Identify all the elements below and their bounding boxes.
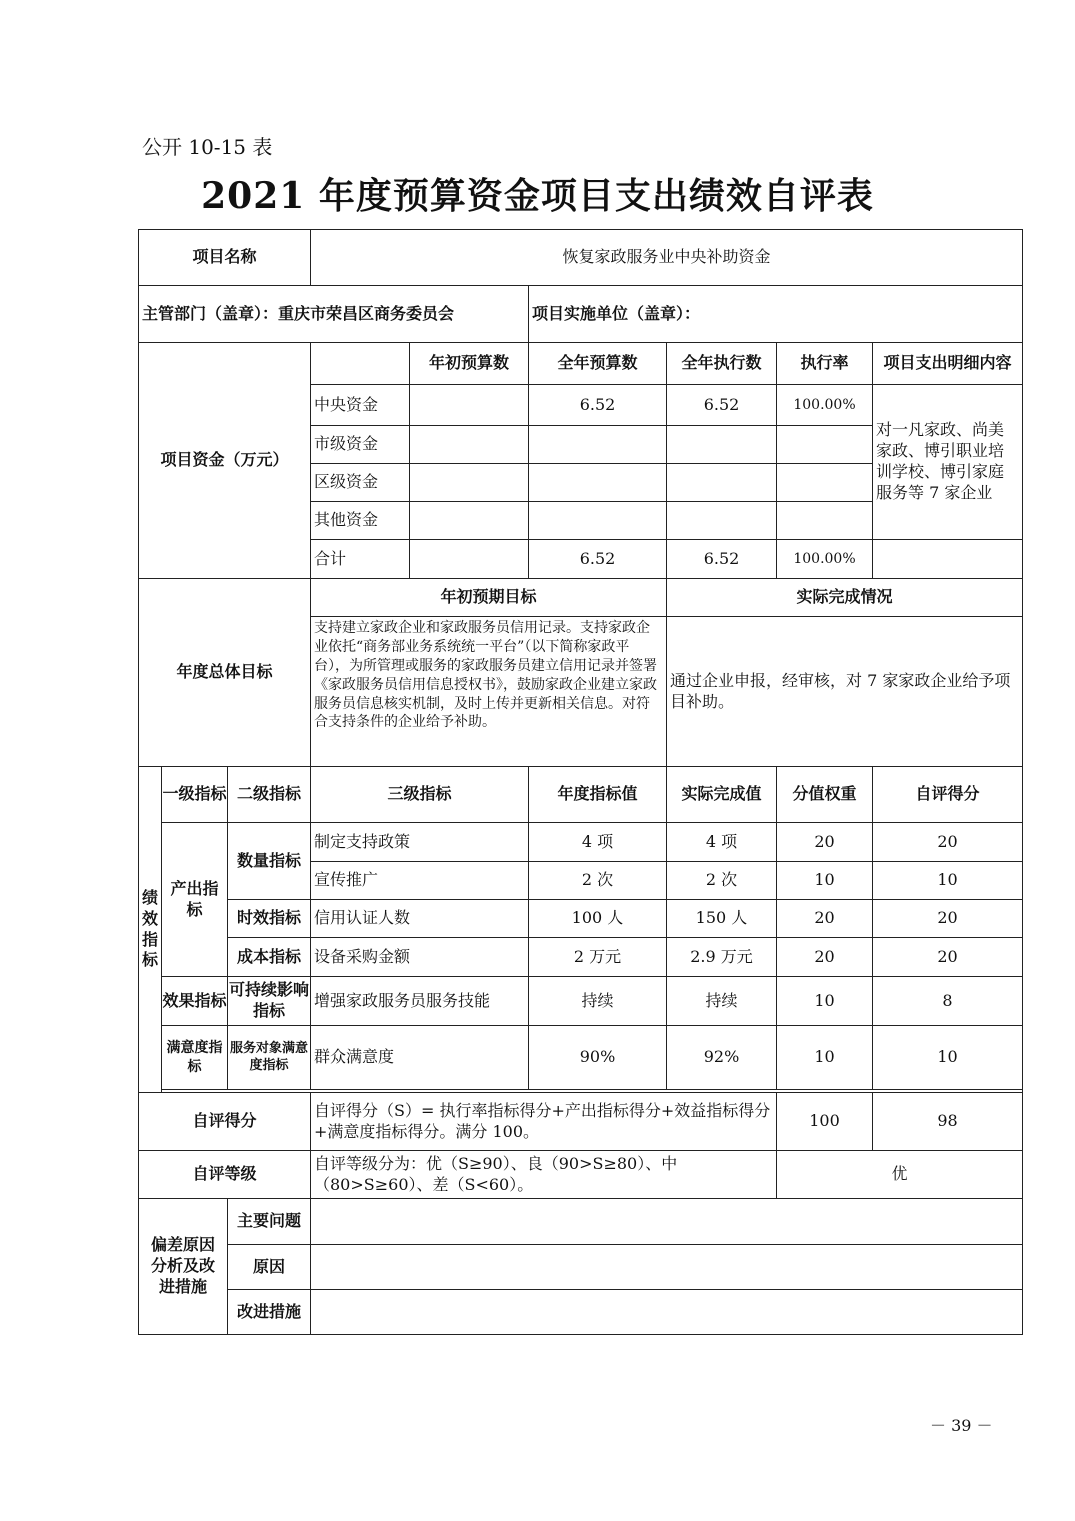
funds-row-name: 市级资金 (311, 426, 410, 464)
funds-total-name: 合计 (311, 540, 410, 579)
actual-result-header: 实际完成情况 (667, 579, 1023, 617)
funds-row-rate (777, 464, 873, 502)
level2-service: 服务对象满意度指标 (228, 1026, 311, 1090)
funds-label: 项目资金（万元） (139, 343, 311, 579)
indicator-target: 4 项 (529, 823, 667, 862)
project-name-value: 恢复家政服务业中央补助资金 (311, 230, 1023, 286)
indicator-name: 宣传推广 (311, 862, 529, 900)
indicator-score: 10 (873, 862, 1023, 900)
actual-result-text: 通过企业申报，经审核，对 7 家家政企业给予项目补助。 (667, 617, 1023, 767)
indicator-actual: 92% (667, 1026, 777, 1090)
deviation-improvement: 改进措施 (228, 1290, 311, 1335)
funds-header-detail: 项目支出明细内容 (873, 343, 1023, 385)
indicator-name: 群众满意度 (311, 1026, 529, 1090)
indicator-name: 设备采购金额 (311, 938, 529, 977)
level1-satisfaction: 满意度指标 (162, 1026, 228, 1090)
indicator-header-level1: 一级指标 (162, 767, 228, 823)
indicator-actual: 2 次 (667, 862, 777, 900)
indicator-name: 信用认证人数 (311, 900, 529, 938)
indicator-weight: 10 (777, 977, 873, 1026)
indicator-score: 10 (873, 1026, 1023, 1090)
indicator-header-level3: 三级指标 (311, 767, 529, 823)
indicator-actual: 2.9 万元 (667, 938, 777, 977)
project-name-label: 项目名称 (139, 230, 311, 286)
level1-effect: 效果指标 (162, 977, 228, 1026)
level2-cost: 成本指标 (228, 938, 311, 977)
indicator-header-actual: 实际完成值 (667, 767, 777, 823)
indicator-weight: 20 (777, 823, 873, 862)
deviation-reason: 原因 (228, 1245, 311, 1290)
indicator-weight: 10 (777, 1026, 873, 1090)
indicator-score: 20 (873, 900, 1023, 938)
funds-total-annual: 6.52 (529, 540, 667, 579)
indicator-header-level2: 二级指标 (228, 767, 311, 823)
funds-row-executed (667, 502, 777, 540)
indicator-actual: 持续 (667, 977, 777, 1026)
funds-row-executed (667, 464, 777, 502)
funds-header-annual: 全年预算数 (529, 343, 667, 385)
level1-output: 产出指标 (162, 823, 228, 977)
self-score-label: 自评得分 (139, 1093, 311, 1151)
funds-total-rate: 100.00% (777, 540, 873, 579)
deviation-reason-value (311, 1245, 1023, 1290)
deviation-label: 偏差原因分析及改进措施 (139, 1199, 228, 1335)
annual-goal-label: 年度总体目标 (139, 579, 311, 767)
indicator-name: 制定支持政策 (311, 823, 529, 862)
deviation-main-problem-value (311, 1199, 1023, 1245)
funds-row-rate (777, 426, 873, 464)
funds-row-initial (410, 385, 529, 426)
page-number: － 39 － (930, 1416, 993, 1435)
self-grade-value: 优 (777, 1151, 1023, 1199)
indicator-score: 8 (873, 977, 1023, 1026)
level2-sustain: 可持续影响指标 (228, 977, 311, 1026)
indicator-header-score: 自评得分 (873, 767, 1023, 823)
funds-row-annual (529, 502, 667, 540)
indicator-weight: 20 (777, 900, 873, 938)
form-code: 公开 10-15 表 (142, 135, 273, 159)
indicator-weight: 10 (777, 862, 873, 900)
indicator-score: 20 (873, 823, 1023, 862)
funds-total-executed: 6.52 (667, 540, 777, 579)
funds-header-rate: 执行率 (777, 343, 873, 385)
indicators-group-label: 绩 效 指 标 (139, 767, 162, 1093)
expected-goal-text: 支持建立家政企业和家政服务员信用记录。支持家政企业依托“商务部业务系统统一平台”（以下简称家政平台），为所管理或服务的家政服务员建立信用记录并签署《家政服务员信用信息授权书》，鼓励家政企业建立家政服务员信息核实机制，及时上传并更新相关信息。对符合支持条件的企业给予补助。 (311, 617, 667, 767)
self-grade-rule: 自评等级分为：优（S≥90）、良（90>S≥80）、中（80>S≥60）、差（S<60）。 (311, 1151, 777, 1199)
funds-row-executed (667, 426, 777, 464)
funds-row-initial (410, 464, 529, 502)
level2-timeliness: 时效指标 (228, 900, 311, 938)
indicator-name: 增强家政服务员服务技能 (311, 977, 529, 1026)
indicator-weight: 20 (777, 938, 873, 977)
indicator-actual: 150 人 (667, 900, 777, 938)
indicator-header-target: 年度指标值 (529, 767, 667, 823)
level2-quantity: 数量指标 (228, 823, 311, 900)
indicator-score: 20 (873, 938, 1023, 977)
funds-header-executed: 全年执行数 (667, 343, 777, 385)
indicator-target: 100 人 (529, 900, 667, 938)
indicator-header-weight: 分值权重 (777, 767, 873, 823)
funds-row-annual (529, 426, 667, 464)
funds-row-annual (529, 464, 667, 502)
funds-row-rate: 100.00% (777, 385, 873, 426)
funds-header-blank (311, 343, 410, 385)
funds-row-name: 区级资金 (311, 464, 410, 502)
indicator-actual: 4 项 (667, 823, 777, 862)
indicator-target: 持续 (529, 977, 667, 1026)
self-score-formula: 自评得分（S）= 执行率指标得分+产出指标得分+效益指标得分+满意度指标得分。满分 100。 (311, 1093, 777, 1151)
funds-total-detail (873, 540, 1023, 579)
funds-row-rate (777, 502, 873, 540)
expected-goal-header: 年初预期目标 (311, 579, 667, 617)
deviation-main-problem: 主要问题 (228, 1199, 311, 1245)
deviation-improvement-value (311, 1290, 1023, 1335)
indicator-target: 2 次 (529, 862, 667, 900)
indicator-target: 2 万元 (529, 938, 667, 977)
self-score-value: 98 (873, 1093, 1023, 1151)
page-title: 2021 年度预算资金项目支出绩效自评表 (201, 175, 874, 217)
funds-total-initial (410, 540, 529, 579)
impl-unit-label: 项目实施单位（盖章）： (529, 286, 1023, 343)
funds-row-annual: 6.52 (529, 385, 667, 426)
funds-row-name: 中央资金 (311, 385, 410, 426)
funds-row-name: 其他资金 (311, 502, 410, 540)
indicator-target: 90% (529, 1026, 667, 1090)
evaluation-table (138, 229, 1023, 1335)
funds-row-executed: 6.52 (667, 385, 777, 426)
funds-detail: 对一凡家政、尚美家政、博引职业培训学校、博引家庭服务等 7 家企业 (873, 385, 1023, 540)
self-grade-label: 自评等级 (139, 1151, 311, 1199)
dept-label: 主管部门（盖章）：重庆市荣昌区商务委员会 (139, 286, 529, 343)
funds-row-initial (410, 426, 529, 464)
self-score-weight: 100 (777, 1093, 873, 1151)
funds-row-initial (410, 502, 529, 540)
funds-header-initial: 年初预算数 (410, 343, 529, 385)
